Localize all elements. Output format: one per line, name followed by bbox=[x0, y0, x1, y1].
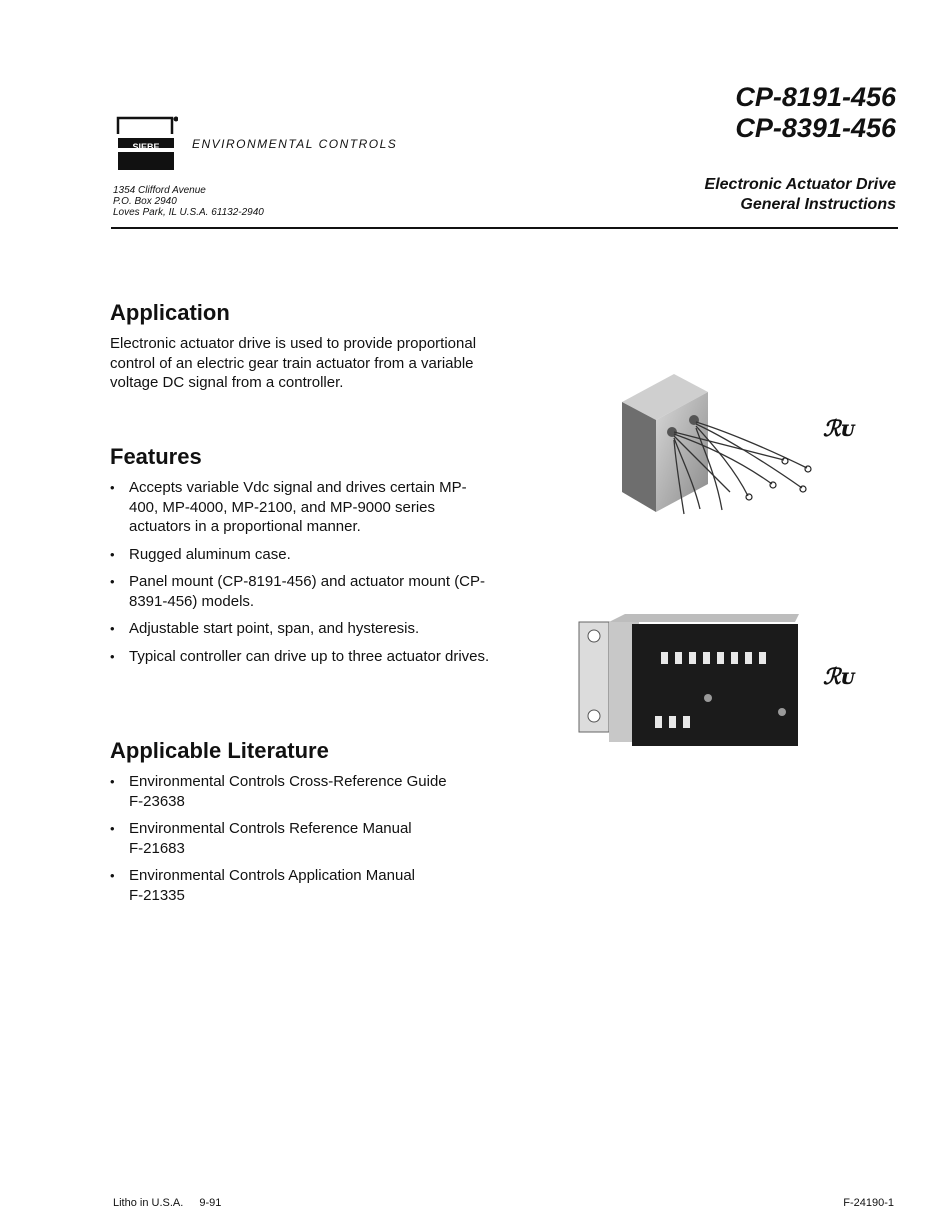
bullet-glyph: • bbox=[110, 821, 115, 836]
doc-code-2: CP-8391-456 bbox=[735, 113, 896, 143]
list-item: • Adjustable start point, span, and hysteresis. bbox=[110, 620, 420, 637]
features-section bbox=[110, 444, 490, 674]
list-item: • Environmental Controls Application Manual F-21335 bbox=[110, 867, 415, 904]
ul-recognized-mark: ℛᴜ bbox=[823, 664, 855, 690]
bullet-glyph: • bbox=[110, 546, 115, 562]
header-rule bbox=[111, 227, 898, 229]
bullet-glyph: • bbox=[110, 574, 115, 589]
list-item: • Typical controller can drive up to three actuator drives. bbox=[110, 647, 490, 665]
features-heading: Features bbox=[110, 444, 202, 469]
actuator-mount-product-photo bbox=[577, 612, 802, 752]
bullet-glyph: • bbox=[110, 648, 115, 664]
company-address bbox=[113, 185, 264, 218]
literature-section bbox=[110, 738, 490, 913]
doc-subtitle-line-1: Electronic Actuator Drive bbox=[704, 176, 896, 193]
features-list bbox=[110, 478, 490, 666]
list-item: • Panel mount (CP-8191-456) and actuator mount (CP-8391-456) models. bbox=[110, 573, 486, 610]
address-line-3: Loves Park, IL U.S.A. 61132-2940 bbox=[113, 207, 264, 218]
ul-recognized-mark: ℛᴜ bbox=[823, 416, 855, 442]
bullet-glyph: • bbox=[110, 480, 115, 495]
list-item: • Rugged aluminum case. bbox=[110, 545, 291, 563]
list-item: • Environmental Controls Reference Manual F-21683 bbox=[110, 820, 412, 857]
document-subtitle bbox=[705, 175, 896, 215]
list-item: • Environmental Controls Cross-Reference Guide F-23638 bbox=[110, 773, 447, 810]
application-text: Electronic actuator drive is used to provide proportional control of an electric gear train actuator from a variable voltage DC signal from a controller. bbox=[110, 335, 477, 391]
footer-doc-number: F-24190-1 bbox=[843, 1197, 894, 1209]
literature-heading: Applicable Literature bbox=[110, 738, 329, 763]
bullet-glyph: • bbox=[110, 774, 115, 789]
address-line-1: 1354 Clifford Avenue bbox=[113, 185, 206, 196]
footer-print-info bbox=[113, 1197, 221, 1209]
bullet-glyph: • bbox=[110, 868, 115, 883]
bullet-glyph: • bbox=[110, 621, 115, 636]
footer-litho: Litho in U.S.A. bbox=[113, 1197, 184, 1209]
brand-subtitle: ENVIRONMENTAL CONTROLS bbox=[192, 137, 398, 151]
literature-list bbox=[110, 772, 490, 905]
application-section bbox=[110, 300, 490, 393]
document-codes bbox=[735, 82, 896, 144]
doc-code-1: CP-8191-456 bbox=[735, 82, 896, 112]
application-heading: Application bbox=[110, 300, 230, 325]
address-line-2: P.O. Box 2940 bbox=[113, 196, 177, 207]
panel-mount-product-photo bbox=[612, 364, 822, 524]
footer-date: 9-91 bbox=[199, 1197, 222, 1209]
siebe-logo bbox=[116, 114, 174, 170]
list-item: • Accepts variable Vdc signal and drives certain MP-400, MP-4000, MP-2100, and MP-9000 series actuators in a proportional manner. bbox=[110, 479, 467, 535]
doc-subtitle-line-2: General Instructions bbox=[740, 196, 896, 213]
logo-wordmark: SIEBE bbox=[132, 142, 160, 152]
